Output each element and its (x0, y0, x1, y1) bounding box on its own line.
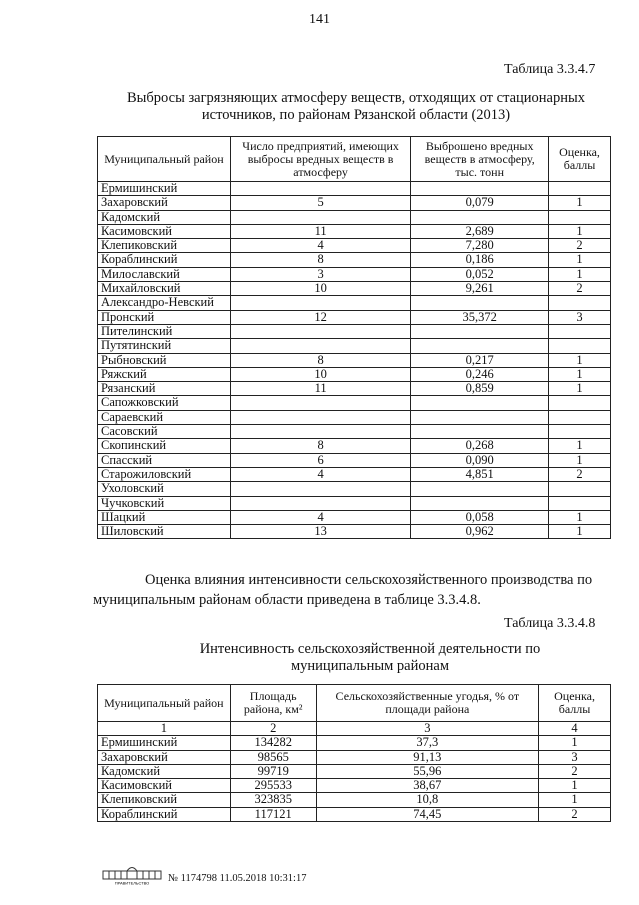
value-cell: 35,372 (411, 310, 549, 324)
table-row (98, 396, 611, 410)
value-cell: 2 (539, 764, 611, 778)
column-header: Муниципальный район (98, 137, 231, 182)
district-name-cell: Сапожковский (98, 396, 231, 410)
value-cell: 0,859 (411, 382, 549, 396)
value-cell (549, 296, 611, 310)
value-cell (411, 410, 549, 424)
value-cell: 7,280 (411, 239, 549, 253)
value-cell (230, 339, 411, 353)
district-name-cell: Милославский (98, 267, 231, 281)
table2-caption: Таблица 3.3.4.8 (504, 616, 596, 631)
value-cell: 0,058 (411, 510, 549, 524)
value-cell: 8 (230, 353, 411, 367)
value-cell: 98565 (230, 750, 316, 764)
value-cell (411, 425, 549, 439)
value-cell (230, 496, 411, 510)
value-cell: 1 (549, 453, 611, 467)
value-cell: 323835 (230, 793, 316, 807)
value-cell: 295533 (230, 779, 316, 793)
district-name-cell: Кораблинский (98, 253, 231, 267)
value-cell (230, 210, 411, 224)
value-cell (230, 425, 411, 439)
value-cell: 38,67 (316, 779, 538, 793)
value-cell: 2 (549, 467, 611, 481)
district-name-cell: Скопинский (98, 439, 231, 453)
table-row (98, 496, 611, 510)
value-cell: 2,689 (411, 224, 549, 238)
value-cell (549, 182, 611, 196)
value-cell (411, 210, 549, 224)
value-cell (230, 296, 411, 310)
value-cell: 10 (230, 282, 411, 296)
table-row (98, 510, 611, 524)
district-name-cell: Спасский (98, 453, 231, 467)
district-name-cell: Пителинский (98, 324, 231, 338)
value-cell: 8 (230, 253, 411, 267)
value-cell: 1 (539, 793, 611, 807)
value-cell (411, 182, 549, 196)
value-cell: 3 (230, 267, 411, 281)
district-name-cell: Рыбновский (98, 353, 231, 367)
value-cell (411, 482, 549, 496)
district-name-cell: Чучковский (98, 496, 231, 510)
agriculture-table (97, 684, 611, 822)
table-row (98, 196, 611, 210)
value-cell: 4,851 (411, 467, 549, 481)
value-cell: 1 (549, 439, 611, 453)
table-row (98, 339, 611, 353)
table-row (98, 239, 611, 253)
value-cell (549, 482, 611, 496)
value-cell: 11 (230, 224, 411, 238)
value-cell: 117121 (230, 807, 316, 821)
value-cell (549, 339, 611, 353)
value-cell (549, 496, 611, 510)
value-cell: 1 (549, 367, 611, 381)
value-cell: 1 (549, 510, 611, 524)
table-row (98, 382, 611, 396)
district-name-cell: Пронский (98, 310, 231, 324)
value-cell: 5 (230, 196, 411, 210)
table-row (98, 750, 611, 764)
district-name-cell: Шацкий (98, 510, 231, 524)
value-cell (549, 410, 611, 424)
column-number: 1 (98, 722, 231, 736)
table-row (98, 210, 611, 224)
table-row (98, 467, 611, 481)
table-row (98, 482, 611, 496)
table-row (98, 779, 611, 793)
value-cell: 1 (549, 525, 611, 539)
district-name-cell: Михайловский (98, 282, 231, 296)
value-cell (411, 324, 549, 338)
district-name-cell: Ухоловский (98, 482, 231, 496)
page-number: 141 (309, 12, 330, 27)
column-header: Муниципальный район (98, 685, 231, 722)
table-row (98, 525, 611, 539)
value-cell: 55,96 (316, 764, 538, 778)
value-cell (230, 410, 411, 424)
table-header-row (98, 137, 611, 182)
emissions-table (97, 136, 611, 539)
value-cell: 2 (549, 239, 611, 253)
table-row (98, 764, 611, 778)
value-cell: 0,090 (411, 453, 549, 467)
district-name-cell: Сараевский (98, 410, 231, 424)
value-cell: 0,268 (411, 439, 549, 453)
value-cell: 1 (539, 779, 611, 793)
value-cell (411, 496, 549, 510)
district-name-cell: Ермишинский (98, 182, 231, 196)
value-cell: 8 (230, 439, 411, 453)
value-cell: 2 (539, 807, 611, 821)
district-name-cell: Старожиловский (98, 467, 231, 481)
value-cell: 12 (230, 310, 411, 324)
district-name-cell: Кадомский (98, 764, 231, 778)
value-cell (549, 396, 611, 410)
value-cell (549, 210, 611, 224)
government-seal (101, 863, 163, 885)
column-header: Сельскохозяйственные угодья, % от площади района (316, 685, 538, 722)
district-name-cell: Ряжский (98, 367, 231, 381)
value-cell: 4 (230, 239, 411, 253)
district-name-cell: Шиловский (98, 525, 231, 539)
value-cell (411, 339, 549, 353)
value-cell: 0,052 (411, 267, 549, 281)
value-cell: 3 (539, 750, 611, 764)
table-row (98, 425, 611, 439)
value-cell: 1 (549, 267, 611, 281)
table-row (98, 353, 611, 367)
table-row (98, 439, 611, 453)
table2-title: Интенсивность сельскохозяйственной деятельности по муниципальным районам (199, 641, 541, 674)
column-header: Оценка, баллы (539, 685, 611, 722)
value-cell: 74,45 (316, 807, 538, 821)
table-row (98, 453, 611, 467)
value-cell: 2 (549, 282, 611, 296)
value-cell: 4 (230, 467, 411, 481)
value-cell: 4 (230, 510, 411, 524)
value-cell: 0,079 (411, 196, 549, 210)
value-cell: 11 (230, 382, 411, 396)
table-row (98, 324, 611, 338)
value-cell: 6 (230, 453, 411, 467)
value-cell (230, 324, 411, 338)
district-name-cell: Рязанский (98, 382, 231, 396)
value-cell (549, 324, 611, 338)
district-name-cell: Александро-Невский (98, 296, 231, 310)
district-name-cell: Касимовский (98, 224, 231, 238)
value-cell: 0,962 (411, 525, 549, 539)
value-cell: 10 (230, 367, 411, 381)
district-name-cell: Кораблинский (98, 807, 231, 821)
district-name-cell: Клепиковский (98, 793, 231, 807)
value-cell: 9,261 (411, 282, 549, 296)
column-number: 3 (316, 722, 538, 736)
value-cell: 1 (549, 224, 611, 238)
table-row (98, 282, 611, 296)
table1-caption: Таблица 3.3.4.7 (504, 62, 596, 77)
table-row (98, 267, 611, 281)
column-number-row (98, 722, 611, 736)
table-row (98, 736, 611, 750)
value-cell: 13 (230, 525, 411, 539)
value-cell: 1 (549, 353, 611, 367)
value-cell: 91,13 (316, 750, 538, 764)
value-cell (230, 482, 411, 496)
value-cell: 0,246 (411, 367, 549, 381)
table-row (98, 807, 611, 821)
table-row (98, 310, 611, 324)
table-row (98, 224, 611, 238)
document-id: № 1174798 11.05.2018 10:31:17 (168, 873, 307, 884)
value-cell: 37,3 (316, 736, 538, 750)
district-name-cell: Сасовский (98, 425, 231, 439)
value-cell: 1 (549, 382, 611, 396)
value-cell: 3 (549, 310, 611, 324)
value-cell (549, 425, 611, 439)
value-cell: 1 (549, 196, 611, 210)
value-cell (230, 182, 411, 196)
district-name-cell: Захаровский (98, 750, 231, 764)
column-header: Число предприятий, имеющих выбросы вредных веществ в атмосферу (230, 137, 411, 182)
table-row (98, 793, 611, 807)
district-name-cell: Клепиковский (98, 239, 231, 253)
table-row (98, 367, 611, 381)
seal-text: ПРАВИТЕЛЬСТВО (114, 880, 150, 885)
value-cell: 10,8 (316, 793, 538, 807)
body-paragraph: Оценка влияния интенсивности сельскохозяйственного производства по муниципальным районам области приведена в таблице 3.3.4.8. (93, 572, 593, 608)
column-header: Оценка, баллы (549, 137, 611, 182)
value-cell: 1 (539, 736, 611, 750)
table-row (98, 410, 611, 424)
district-name-cell: Путятинский (98, 339, 231, 353)
column-header: Выброшено вредных веществ в атмосферу, тыс. тонн (411, 137, 549, 182)
table-row (98, 296, 611, 310)
value-cell: 99719 (230, 764, 316, 778)
column-number: 2 (230, 722, 316, 736)
table-row (98, 182, 611, 196)
value-cell (411, 296, 549, 310)
column-number: 4 (539, 722, 611, 736)
value-cell: 134282 (230, 736, 316, 750)
table-row (98, 253, 611, 267)
value-cell: 1 (549, 253, 611, 267)
value-cell: 0,186 (411, 253, 549, 267)
district-name-cell: Касимовский (98, 779, 231, 793)
value-cell: 0,217 (411, 353, 549, 367)
table1-title: Выбросы загрязняющих атмосферу веществ, отходящих от стационарных источников, по районам Рязанской области (2013) (126, 90, 585, 123)
value-cell (411, 396, 549, 410)
value-cell (230, 396, 411, 410)
district-name-cell: Ермишинский (98, 736, 231, 750)
table-header-row (98, 685, 611, 722)
district-name-cell: Захаровский (98, 196, 231, 210)
district-name-cell: Кадомский (98, 210, 231, 224)
column-header: Площадь района, км² (230, 685, 316, 722)
